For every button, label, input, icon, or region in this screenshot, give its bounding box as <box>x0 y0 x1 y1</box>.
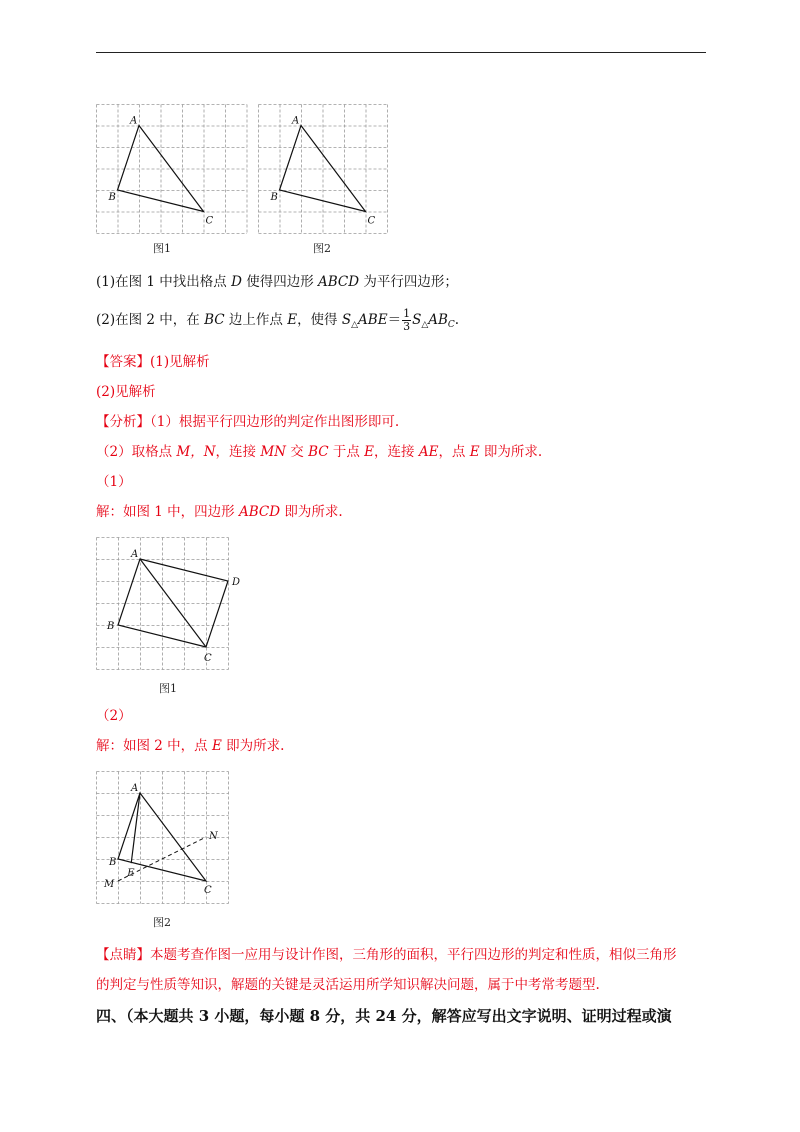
solution-part2-label: （2） <box>96 708 132 724</box>
segment-ae <box>131 793 140 863</box>
analysis-line2: （2）取格点 M，N，连接 MN 交 BC 于点 E，连接 AE，点 E 即为所求. <box>96 444 543 460</box>
solution-figure-2-caption: 图2 <box>153 916 171 929</box>
solution-part2-text: 解：如图 2 中，点 E 即为所求. <box>96 738 285 754</box>
point-label-b: B <box>108 192 116 203</box>
point-label-d: D <box>232 577 241 588</box>
comment-line1: 【点睛】本题考查作图一应用与设计作图，三角形的面积，平行四边形的判定和性质，相似三角形 <box>96 947 677 963</box>
point-label-c: C <box>204 885 212 896</box>
point-label-c: C <box>367 215 376 227</box>
header-rule <box>96 52 706 53</box>
point-label-e: E <box>127 868 135 880</box>
solution-figure-1-caption: 图1 <box>159 682 177 695</box>
point-label-b: B <box>270 192 278 203</box>
triangle-abc <box>118 126 204 212</box>
comment-line2: 的判定与性质等知识，解题的关键是灵活运用所学知识解决问题，属于中考常考题型. <box>96 977 600 993</box>
point-label-c: C <box>205 215 214 227</box>
analysis-line1: 【分析】（1）根据平行四边形的判定作出图形即可. <box>96 414 400 430</box>
triangle-abc <box>280 126 366 212</box>
diagonal-ac <box>140 559 206 647</box>
figure-2-caption: 图2 <box>313 242 331 255</box>
solution-part1-text: 解：如图 1 中，四边形 ABCD 即为所求. <box>96 504 343 520</box>
point-label-c: C <box>204 653 212 664</box>
point-label-b: B <box>109 857 117 868</box>
point-label-a: A <box>292 115 300 127</box>
figure-2-grid <box>258 104 388 234</box>
point-label-a: A <box>130 115 138 127</box>
point-label-a: A <box>131 783 139 794</box>
figure-1-caption: 图1 <box>153 242 171 255</box>
section-4-heading: 四、（本大题共 3 小题，每小题 8 分，共 24 分，解答应写出文字说明、证明过程或演 <box>96 1007 672 1025</box>
solution-figure-2 <box>96 771 248 909</box>
answer-line2: (2)见解析 <box>96 384 156 400</box>
figure-1-grid <box>96 104 248 234</box>
point-label-a: A <box>131 549 139 560</box>
answer-line1: 【答案】(1)见解析 <box>96 354 210 370</box>
question-part2: (2)在图 2 中，在 BC 边上作点 E，使得 $S_\triangle ABE=$ $\frac{1}{3}$ $S_\triangle AB_C$. <box>96 307 460 333</box>
question-part1: (1)在图 1 中找出格点 D 使得四边形 ABCD 为平行四边形； <box>96 274 458 290</box>
point-label-b: B <box>107 621 115 632</box>
solution-figure-1 <box>96 537 248 673</box>
point-label-m: M <box>104 879 115 890</box>
point-label-n: N <box>209 831 218 842</box>
one-third-fraction: $\frac{1}{3}$ <box>403 307 411 333</box>
solution-part1-label: （1） <box>96 474 132 490</box>
